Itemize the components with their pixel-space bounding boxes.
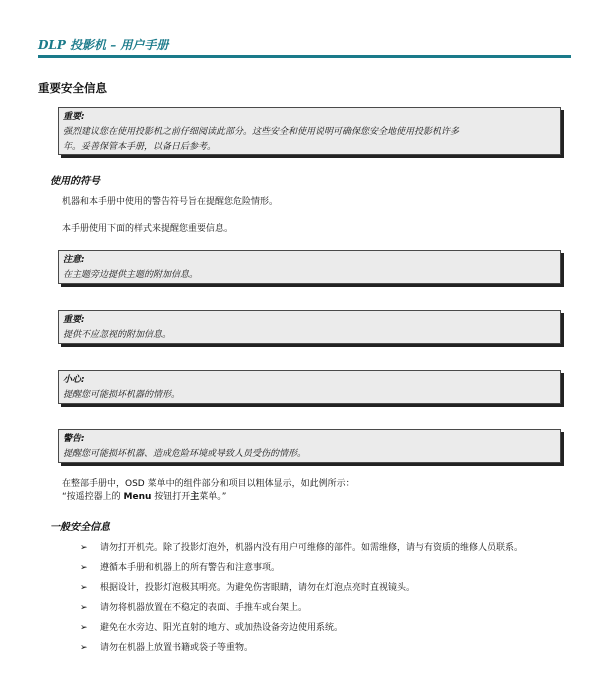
arrow-bullet-icon: ➢ <box>80 563 88 573</box>
header-rule <box>38 55 571 58</box>
osd-quote-open: “按遥控器上的 <box>62 492 124 502</box>
arrow-bullet-icon: ➢ <box>80 543 88 553</box>
important-text-line2: 年。妥善保管本手册，以备日后参考。 <box>63 142 217 152</box>
caution-box <box>58 370 561 404</box>
symbols-title: 使用的符号 <box>50 176 100 187</box>
list-item: ➢ 根据设计，投影灯泡极其明亮。为避免伤害眼睛，请勿在灯泡点亮时直视镜头。 <box>80 583 416 593</box>
list-item: ➢ 遵循本手册和机器上的所有警告和注意事项。 <box>80 563 281 573</box>
important2-text: 提供不应忽视的附加信息。 <box>63 330 172 340</box>
list-item: ➢ 避免在水旁边、阳光直射的地方、或加热设备旁边使用系统。 <box>80 623 344 633</box>
list-item: ➢ 请勿在机器上放置书籍或袋子等重物。 <box>80 643 254 653</box>
symbols-paragraph-1: 机器和本手册中使用的警告符号旨在提醒您危险情形。 <box>62 197 279 207</box>
arrow-bullet-icon: ➢ <box>80 603 88 613</box>
warning-box <box>58 429 561 463</box>
note-text: 在主题旁边提供主题的附加信息。 <box>63 270 199 280</box>
section-title: 重要安全信息 <box>38 81 107 95</box>
osd-quote-end: 菜单。” <box>199 492 227 502</box>
note-box <box>58 250 561 284</box>
warning-text: 提醒您可能损坏机器、造成危险环境或导致人员受伤的情形。 <box>63 449 307 459</box>
important-box <box>58 107 561 155</box>
osd-quote-mid: 按钮打开 <box>151 492 191 502</box>
arrow-bullet-icon: ➢ <box>80 623 88 633</box>
list-item: ➢ 请勿将机器放置在不稳定的表面、手推车或台架上。 <box>80 603 308 613</box>
arrow-bullet-icon: ➢ <box>80 583 88 593</box>
document-header-title: DLP 投影机 – 用户手册 <box>38 38 169 52</box>
caution-text: 提醒您可能损坏机器的情形。 <box>63 390 181 400</box>
important-box-2 <box>58 310 561 344</box>
important-label: 重要: <box>63 112 85 122</box>
list-item: ➢ 请勿打开机壳。除了投影灯泡外，机器内没有用户可维修的部件。如需维修，请与有资质的维修人员联系。 <box>80 543 524 553</box>
symbols-paragraph-2: 本手册使用下面的样式来提醒您重要信息。 <box>62 224 234 234</box>
warning-label: 警告: <box>63 434 85 444</box>
important2-label: 重要: <box>63 315 85 325</box>
general-safety-title: 一般安全信息 <box>50 522 110 533</box>
osd-menu-word: Menu <box>123 492 152 502</box>
osd-example <box>62 490 226 504</box>
osd-main-word: 主 <box>190 492 200 502</box>
note-label: 注意: <box>63 255 85 265</box>
osd-paragraph: 在整部手册中，OSD 菜单中的组件部分和项目以粗体显示，如此例所示： <box>62 479 355 489</box>
general-safety-list <box>80 541 560 661</box>
caution-label: 小心: <box>63 375 85 385</box>
important-text-line1: 强烈建议您在使用投影机之前仔细阅读此部分。这些安全和使用说明可确保您安全地使用投影机许多 <box>63 127 460 137</box>
arrow-bullet-icon: ➢ <box>80 643 88 653</box>
